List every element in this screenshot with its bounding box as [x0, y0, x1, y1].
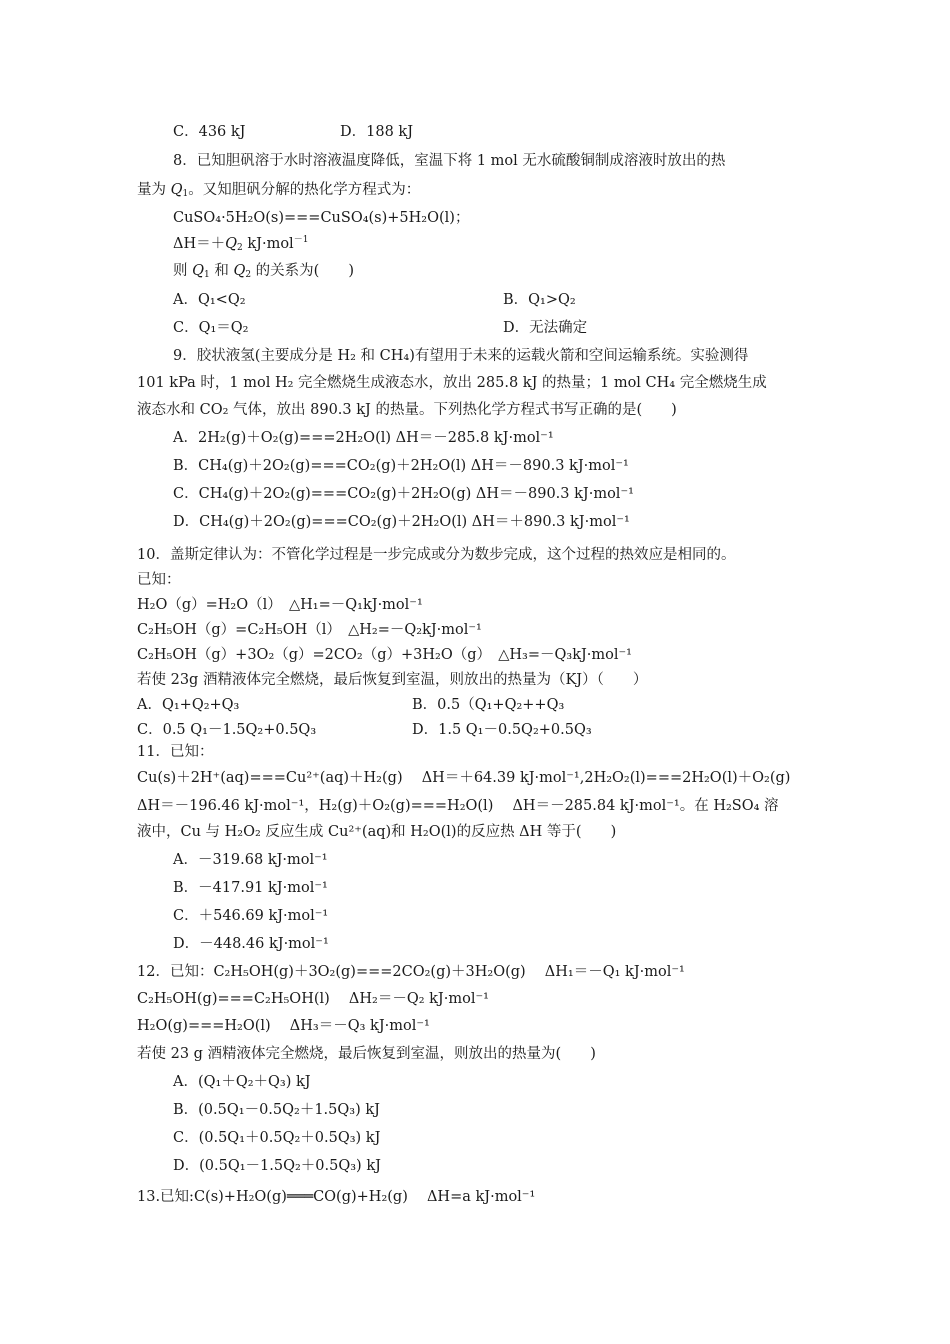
- q7-option-c: C．436 kJ: [173, 124, 246, 140]
- q8-option-a: A．Q₁<Q₂: [173, 292, 246, 308]
- q11-option-c: C．＋546.69 kJ·mol⁻¹: [173, 908, 329, 924]
- q12-stem-line1: 12．已知：C₂H₅OH(g)＋3O₂(g)===2CO₂(g)＋3H₂O(g) ΔH₁＝－Q₁ kJ·mol⁻¹: [137, 964, 685, 980]
- q9-stem-line3: 液态水和 CO₂ 气体，放出 890.3 kJ 的热量。下列热化学方程式书写正确的是( ): [137, 402, 677, 418]
- q10-equation-3: C₂H₅OH（g）+3O₂（g）=2CO₂（g）+3H₂O（g） △H₃=－Q₃kJ·mol⁻¹: [137, 647, 632, 663]
- q8-stem-line2: 量为 $Q_1$。又知胆矾分解的热化学方程式为：: [137, 182, 421, 199]
- q10-equation-1: H₂O（g）=H₂O（l） △H₁=－Q₁kJ·mol⁻¹: [137, 597, 423, 613]
- q10-question: 若使 23g 酒精液体完全燃烧，最后恢复到室温，则放出的热量为（KJ）（ ）: [137, 672, 648, 688]
- q10-option-a: A．Q₁+Q₂+Q₃: [137, 697, 240, 713]
- q12-question: 若使 23 g 酒精液体完全燃烧，最后恢复到室温，则放出的热量为( ): [137, 1046, 596, 1062]
- q10-option-c: C．0.5 Q₁－1.5Q₂+0.5Q₃: [137, 722, 317, 738]
- q12-stem-line2: C₂H₅OH(g)===C₂H₅OH(l) ΔH₂＝－Q₂ kJ·mol⁻¹: [137, 991, 489, 1007]
- q8-option-c: C．Q₁＝Q₂: [173, 320, 249, 336]
- q9-stem-line2: 101 kPa 时，1 mol H₂ 完全燃烧生成液态水，放出 285.8 kJ 的热量；1 mol CH₄ 完全燃烧生成: [137, 375, 767, 391]
- q12-option-a: A．(Q₁＋Q₂＋Q₃) kJ: [173, 1074, 311, 1090]
- q11-stem-line3: ΔH＝－196.46 kJ·mol⁻¹，H₂(g)＋O₂(g)===H₂O(l) ΔH＝－285.84 kJ·mol⁻¹。在 H₂SO₄ 溶: [137, 798, 779, 814]
- q9-option-c: C．CH₄(g)＋2O₂(g)===CO₂(g)＋2H₂O(g) ΔH＝－890.3 kJ·mol⁻¹: [173, 486, 634, 502]
- q12-option-d: D．(0.5Q₁－1.5Q₂＋0.5Q₃) kJ: [173, 1158, 381, 1174]
- q12-option-b: B．(0.5Q₁－0.5Q₂＋1.5Q₃) kJ: [173, 1102, 380, 1118]
- q10-option-d: D．1.5 Q₁－0.5Q₂+0.5Q₃: [412, 722, 592, 738]
- q8-question: 则 $Q_1$ 和 $Q_2$ 的关系为( ): [173, 263, 355, 280]
- q8-equation: CuSO₄·5H₂O(s)===CuSO₄(s)+5H₂O(l)；: [173, 210, 470, 226]
- q11-option-b: B．－417.91 kJ·mol⁻¹: [173, 880, 328, 896]
- q7-option-d: D．188 kJ: [340, 124, 414, 140]
- q8-enthalpy: $\Delta H=+Q_2$ kJ·mol$^{-1}$: [173, 235, 309, 253]
- q11-option-a: A．－319.68 kJ·mol⁻¹: [173, 852, 328, 868]
- q10-stem-line1: 10．盖斯定律认为：不管化学过程是一步完成或分为数步完成，这个过程的热效应是相同的。: [137, 547, 736, 563]
- q10-equation-2: C₂H₅OH（g）=C₂H₅OH（l） △H₂=－Q₂kJ·mol⁻¹: [137, 622, 482, 638]
- q11-stem-line2: Cu(s)＋2H⁺(aq)===Cu²⁺(aq)＋H₂(g) ΔH＝＋64.39 kJ·mol⁻¹,2H₂O₂(l)===2H₂O(l)＋O₂(g): [137, 770, 791, 786]
- q11-option-d: D．－448.46 kJ·mol⁻¹: [173, 936, 329, 952]
- q11-stem-line1: 11．已知：: [137, 744, 214, 760]
- q9-option-a: A．2H₂(g)＋O₂(g)===2H₂O(l) ΔH＝－285.8 kJ·mol⁻¹: [173, 430, 554, 446]
- q11-stem-line4: 液中，Cu 与 H₂O₂ 反应生成 Cu²⁺(aq)和 H₂O(l)的反应热 ΔH 等于( ): [137, 824, 617, 840]
- q10-stem-line2: 已知：: [137, 572, 181, 588]
- q10-option-b: B．0.5（Q₁+Q₂++Q₃: [412, 697, 565, 713]
- q9-option-b: B．CH₄(g)＋2O₂(g)===CO₂(g)＋2H₂O(l) ΔH＝－890.3 kJ·mol⁻¹: [173, 458, 629, 474]
- q9-option-d: D．CH₄(g)＋2O₂(g)===CO₂(g)＋2H₂O(l) ΔH＝＋890.3 kJ·mol⁻¹: [173, 514, 630, 530]
- q8-option-b: B．Q₁>Q₂: [503, 292, 576, 308]
- q12-stem-line3: H₂O(g)===H₂O(l) ΔH₃＝－Q₃ kJ·mol⁻¹: [137, 1018, 430, 1034]
- q9-stem-line1: 9．胶状液氢(主要成分是 H₂ 和 CH₄)有望用于未来的运载火箭和空间运输系统。实验测得: [173, 348, 749, 364]
- q12-option-c: C．(0.5Q₁＋0.5Q₂＋0.5Q₃) kJ: [173, 1130, 381, 1146]
- q8-stem-line1: 8．已知胆矾溶于水时溶液温度降低，室温下将 1 mol 无水硫酸铜制成溶液时放出的热: [173, 153, 726, 169]
- q8-option-d: D．无法确定: [503, 320, 588, 336]
- q13-stem-line1: 13.已知:C(s)+H₂O(g)═══CO(g)+H₂(g) ΔH=a kJ·mol⁻¹: [137, 1189, 536, 1205]
